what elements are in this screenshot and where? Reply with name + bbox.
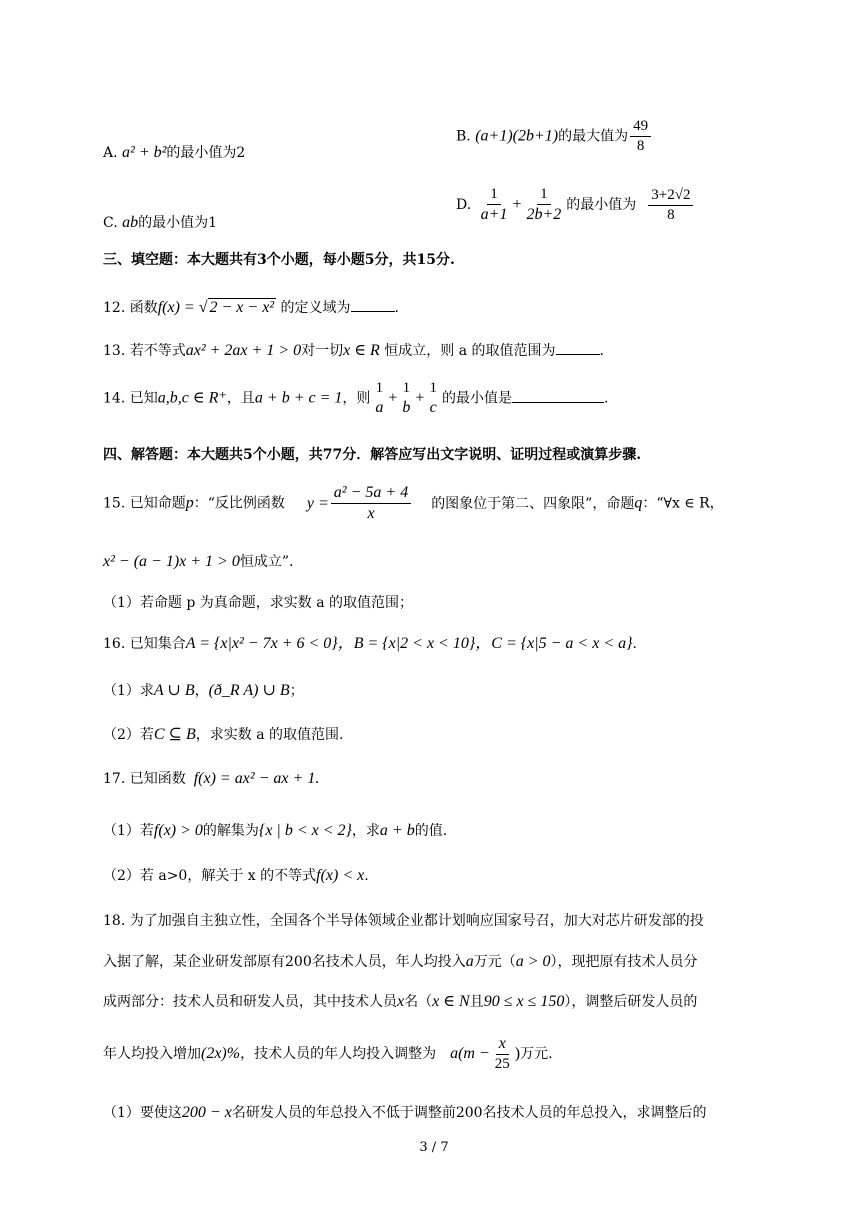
q12-answer-blank[interactable] bbox=[351, 297, 395, 312]
question-18-line-4: 年人均投入增加(2x)%，技术人员的年人均投入调整为 a(m − $\frac{x}{25}$ )万元. bbox=[103, 1035, 553, 1072]
option-b-fraction: $\frac{49}{8}$ bbox=[630, 118, 651, 155]
section-3-heading: 三、填空题：本大题共有3个小题，每小题5分，共15分. bbox=[103, 252, 455, 268]
option-d-text: 的最小值为 bbox=[566, 197, 637, 213]
question-15-line-2: x² − (a − 1)x + 1 > 0恒成立”. bbox=[103, 553, 294, 570]
question-17-part-2: （2）若 a>0，解关于 x 的不等式f(x) < x. bbox=[103, 867, 369, 884]
question-17: 17. 已知函数 f(x) = ax² − ax + 1. bbox=[103, 770, 320, 787]
page-number: 3 / 7 bbox=[419, 1140, 449, 1155]
option-b-math: (a+1)(2b+1) bbox=[475, 127, 559, 145]
question-12: 12. 函数f(x) = √ 2 − x − x² 的定义域为 . bbox=[103, 299, 399, 316]
q13-answer-blank[interactable] bbox=[556, 340, 600, 355]
section-4-heading: 四、解答题：本大题共5个小题，共77分．解答应写出文字说明、证明过程或演算步骤. bbox=[103, 447, 642, 463]
question-16: 16. 已知集合A = {x|x² − 7x + 6 < 0}，B = {x|2 < x < 10}，C = {x|5 − a < x < a}. bbox=[103, 635, 637, 652]
option-a-text: 的最小值为2 bbox=[166, 145, 246, 161]
question-18-line-2: 入据了解，某企业研发部原有200名技术人员，年人均投入a万元（a > 0），现把原有技术人员分 bbox=[103, 953, 698, 970]
option-a-math: a² + b² bbox=[122, 144, 167, 161]
option-c-math: ab bbox=[122, 214, 139, 231]
option-d-fraction-2: $\frac{1}{2b+2}$ bbox=[526, 186, 562, 223]
question-16-part-2: （2）若C ⊆ B，求实数 a 的取值范围. bbox=[103, 726, 344, 743]
question-15: 15. 已知命题p：“反比例函数 y = $\frac{\text{a² − 5a + 4}}{x}$ 的图象位于第二、四象限”，命题q：“∀x ∈ R， bbox=[103, 484, 724, 522]
question-13: 13. 若不等式ax² + 2ax + 1 > 0对一切x ∈ R 恒成立，则 a 的取值范围为 . bbox=[103, 342, 604, 359]
option-a: A. a² + b²的最小值为2 bbox=[103, 144, 246, 161]
question-17-part-1: （1）若f(x) > 0的解集为{x | b < x < 2}，求a + b的值. bbox=[103, 822, 448, 839]
question-18-line-1: 18. 为了加强自主独立性，全国各个半导体领域企业都计划响应国家号召，加大对芯片研发部的投 bbox=[103, 913, 704, 929]
q18-fraction: $\frac{x}{25}$ bbox=[494, 1035, 510, 1072]
option-c: C. ab的最小值为1 bbox=[103, 214, 218, 231]
option-d-answer-fraction: $\frac{3+2√2}{8}$ bbox=[648, 187, 693, 224]
option-b-text: 的最大值为 bbox=[558, 128, 629, 145]
question-16-part-1: （1）求A ∪ B，(ð_R A) ∪ B； bbox=[103, 682, 304, 699]
option-d-fraction-1: $\frac{1}{a+1}$ bbox=[480, 186, 508, 223]
q12-radicand: 2 − x − x² bbox=[209, 299, 275, 316]
question-15-part-1: （1）若命题 p 为真命题，求实数 a 的取值范围； bbox=[103, 595, 414, 611]
question-14: 14. 已知a,b,c ∈ R⁺，且a + b + c = 1，则 1 a + 1 b + 1 c 的最小值是 . bbox=[103, 380, 609, 416]
option-b: B. (a+1)(2b+1)的最大值为 $\frac{49}{8}$ bbox=[456, 118, 653, 155]
question-18-part-1: （1）要使这200 − x名研发人员的年总投入不低于调整前200名技术人员的年总投入，求调整后的 bbox=[103, 1104, 707, 1121]
q15-fraction: $\frac{\text{a² − 5a + 4}}{x}$ bbox=[331, 484, 411, 523]
q14-answer-blank[interactable] bbox=[512, 388, 604, 403]
question-18-line-3: 成两部分：技术人员和研发人员，其中技术人员x名（x ∈ N且90 ≤ x ≤ 150），调整后研发人员的 bbox=[103, 993, 698, 1010]
option-c-text: 的最小值为1 bbox=[138, 215, 218, 231]
option-d: D. $\frac{1}{a+1}$ + $\frac{1}{2b+2}$ 的最小值为 $\frac{3+2√2}{8}$ bbox=[456, 186, 695, 224]
